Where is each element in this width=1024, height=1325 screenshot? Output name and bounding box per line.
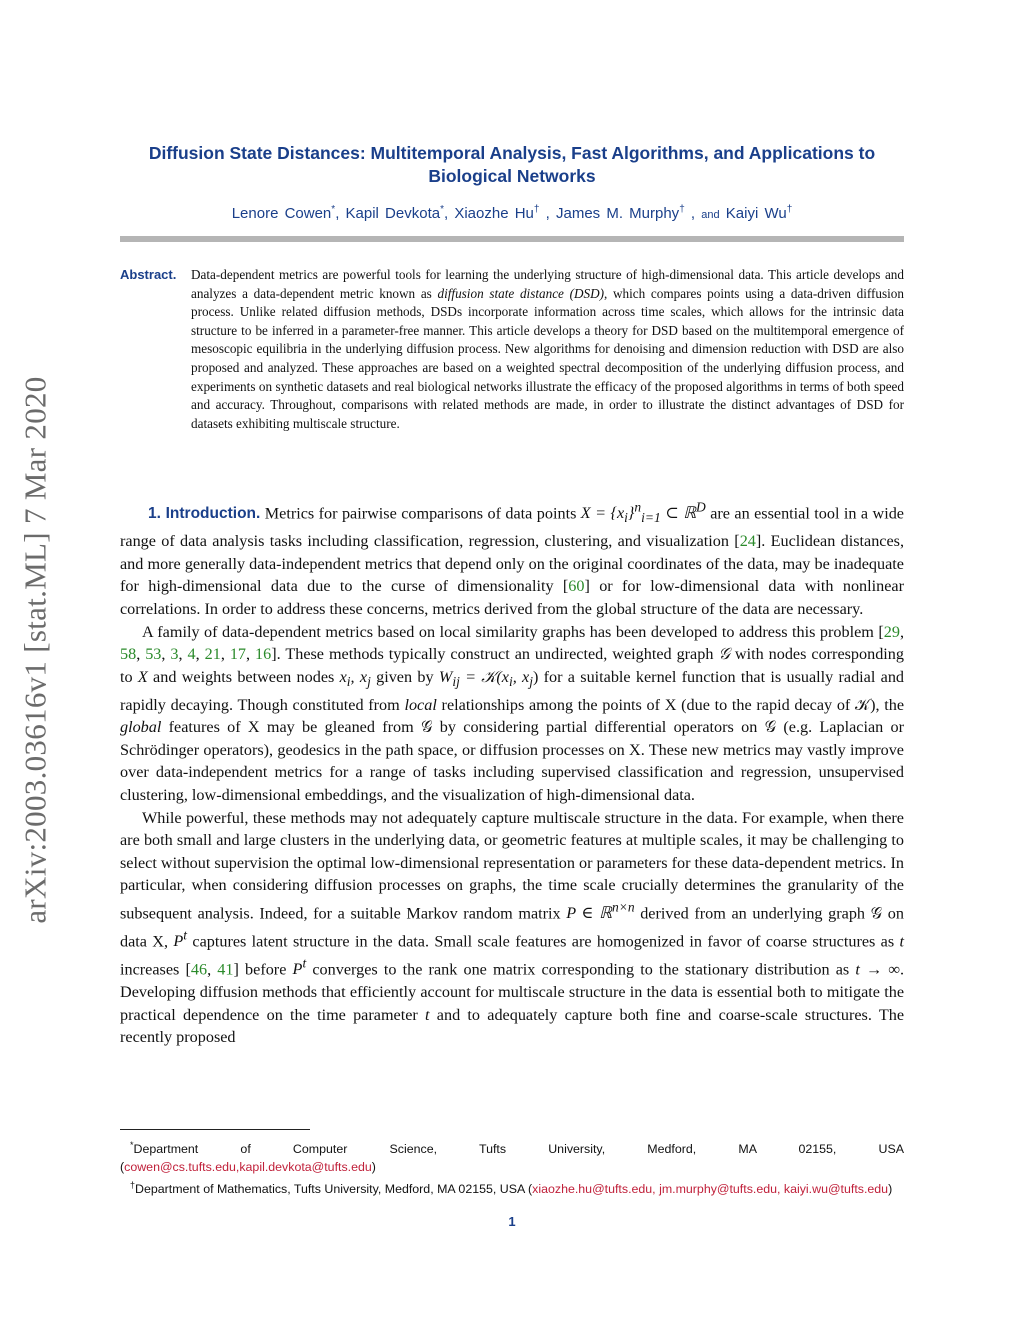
- citation-link[interactable]: 3: [170, 645, 179, 664]
- footnote-text: (: [120, 1160, 125, 1175]
- text: captures latent structure in the data. Small scale features are homogenized in favor of coarse structures as: [187, 932, 900, 951]
- citation-link[interactable]: 46: [190, 960, 208, 979]
- text: Metrics for pairwise comparisons of data points: [264, 504, 581, 523]
- author-mark: *: [440, 204, 444, 215]
- author-name: Kaiyi Wu: [725, 205, 787, 222]
- footnote: [120, 1176, 904, 1198]
- footnote-text: ): [888, 1182, 893, 1197]
- citation-link[interactable]: 29: [883, 622, 900, 641]
- author-mark: †: [786, 204, 793, 215]
- email-link[interactable]: cowen@cs.tufts.edu,kapil.devkota@tufts.edu: [124, 1160, 372, 1175]
- text: ]. These methods typically construct an undirected, weighted graph: [271, 645, 719, 664]
- text: relationships among the points of X (due to the rapid decay of 𝒦), the: [436, 695, 905, 714]
- author-mark: *: [331, 204, 336, 215]
- email-link[interactable]: xiaozhe.hu@tufts.edu, jm.murphy@tufts.edu, kaiyi.wu@tufts.edu: [532, 1182, 889, 1197]
- page-number: 1: [508, 1214, 516, 1229]
- text: are an essential tool in a wide range of data analysis tasks including classification, regression, clustering, and visualization [: [120, 504, 904, 551]
- abstract-body: [191, 266, 904, 433]
- author-and: and: [701, 209, 720, 221]
- footnotes: [120, 1136, 904, 1198]
- abstract-text: , which compares points using a data-driven diffusion process. Unlike related diffusion methods, DSDs incorporate information across time scales, which allows for the intrinsic data structure to be inferred in a parameter-free manner. This article develops a theory for DSD based on the multitemporal emergence of mesoscopic equilibria in the underlying diffusion process. New algorithms for denoising and dimension reduction with DSD are also proposed and analyzed. These approaches are based on a weighted spectral decomposition of the underlying diffusion process, and experiments on synthetic datasets and real biological networks illustrate the efficacy of the proposed algorithms in terms of both speed and accuracy. Throughout, comparisons with related methods are made, in order to illustrate the distinct advantages of DSD for datasets exhibiting multiscale structure.: [191, 285, 904, 431]
- citation-link[interactable]: 21: [204, 645, 221, 664]
- math: t: [899, 932, 904, 951]
- abstract-text: Data-dependent metrics are powerful tools for learning the underlying structure of high-dimensional data. This article develops and analyzes a data-dependent metric known as: [191, 267, 904, 301]
- math: i=1: [641, 510, 661, 526]
- text: ] before: [233, 960, 293, 979]
- text: with nodes corresponding to: [120, 645, 904, 686]
- math: ⊂ ℝ: [660, 504, 697, 523]
- text: ] or for low-dimensional data with nonlinear correlations. In order to address these concerns, metrics derived from the global structure of the data are necessary.: [120, 577, 904, 618]
- abstract-emphasis: diffusion state distance (DSD): [437, 285, 605, 301]
- citation-link[interactable]: 58: [120, 645, 137, 664]
- text: . Developing diffusion methods that efficiently account for multiscale structure in the data is essential both to mitigate the practical dependence on the time parameter: [120, 960, 904, 1024]
- footnote-text: ): [371, 1160, 376, 1175]
- text: given by: [370, 667, 439, 686]
- author-name: Lenore Cowen: [231, 205, 332, 222]
- paragraph: While powerful, these methods may not adequately capture multiscale structure in the data. For example, when there are both small and large clusters in the underlying data, or geometric features at multiple scales, it may be challenging to select without supervision the optimal low-dimensional representation or parameters for these data-dependent metrics. In particular, when considering diffusion processes on graphs, the time scale crucially determines the granularity of the subsequent analysis. Indeed, for a suitable Markov random matrix P ∈ ℝ$^{n\times n}$ derived from an underlying graph 𝒢 on data X, $P^t$ captures latent structure in the data. Small scale features are homogenized in favor of coarse structures as t increases [46, 41] before $P^t$ converges to the rank one matrix corresponding to the stationary distribution as t → ∞. Developing diffusion methods that efficiently account for multiscale structure in the data is essential both to mitigate the practical dependence on the time parameter t and to adequately capture both fine and coarse-scale structures. The recently proposed: [120, 808, 904, 1047]
- emphasis: local: [404, 695, 437, 714]
- author-mark: †: [533, 204, 540, 215]
- math: x: [339, 667, 347, 686]
- title-rule: [120, 236, 904, 242]
- math: n×n: [611, 899, 635, 915]
- citation-link[interactable]: 24: [739, 532, 756, 551]
- author-name: Kapil Devkota: [345, 205, 441, 222]
- math: n: [634, 500, 642, 515]
- citation-link[interactable]: 16: [255, 645, 272, 664]
- text: features of X may be gleaned from 𝒢 by considering partial differential operators on 𝒢 (e.g. Laplacian or Schrödinger operators), geodesics in the path space, or diffusion processes on X. These new metrics may vastly improve over data-independent metrics for a range of tasks including supervised classification and regression, unsupervised clustering, low-dimensional embeddings, and the visualization of high-dimensional data.: [120, 718, 904, 804]
- arxiv-stamp: [6, 350, 66, 950]
- footnote-mark: †: [130, 1180, 136, 1191]
- introduction-section: [120, 497, 904, 1049]
- author-list: Lenore Cowen*, Kapil Devkota*, Xiaozhe Hu† , James M. Murphy† , and Kaiyi Wu†: [231, 204, 793, 222]
- math: i: [624, 510, 628, 526]
- citation-link[interactable]: 17: [229, 645, 247, 664]
- math: }: [627, 504, 635, 523]
- math: W: [438, 667, 453, 686]
- paragraph: A family of data-dependent metrics based on local similarity graphs has been developed to address this problem [29, 58, 53, 3, 4, 21, 17, 16]. These methods typically construct an undirected, weighted graph 𝒢 with nodes corresponding to X and weights between nodes $x_i$, $x_j$ given by $W_{ij}$ = $𝒦(x_i$, $x_j$) for a suitable kernel function that is usually radial and rapidly decaying. Though constituted from local relationships among the points of X (due to the rapid decay of 𝒦), the global features of X may be gleaned from 𝒢 by considering partial differential operators on 𝒢 (e.g. Laplacian or Schrödinger operators), geodesics in the path space, or diffusion processes on X. These new metrics may vastly improve over data-independent metrics for a range of tasks including supervised classification and regression, unsupervised clustering, low-dimensional embeddings, and the visualization of high-dimensional data.: [120, 622, 905, 804]
- footnote: [120, 1136, 904, 1158]
- arxiv-stamp-text: arXiv:2003.03616v1 [stat.ML] 7 Mar 2020: [18, 376, 53, 924]
- footnote-continued: [120, 1158, 904, 1176]
- citation-link[interactable]: 4: [187, 645, 196, 664]
- citation-group: 29, 58, 53, 3, 4, 21, 17, 16: [120, 622, 904, 664]
- footnote-text: Department of Mathematics, Tufts University, Medford, MA 02155, USA (: [135, 1182, 533, 1197]
- text: and to adequately capture both fine and coarse-scale structures. The recently proposed: [120, 1005, 904, 1047]
- text: increases [: [120, 960, 191, 979]
- text: While powerful, these methods may not adequately capture multiscale structure in the data. For example, when there are both small and large clusters in the underlying data, or geometric features at multiple scales, it may be challenging to select without supervision the optimal low-dimensional representation or parameters for these data-dependent metrics. In particular, when considering diffusion processes on graphs, the time scale crucially determines the granularity of the subsequent analysis. Indeed, for a suitable Markov random matrix: [120, 808, 904, 923]
- math: P ∈ ℝ: [566, 904, 612, 923]
- text: converges to the rank one matrix corresponding to the stationary distribution as: [306, 960, 856, 979]
- text: and weights between nodes: [147, 667, 340, 686]
- footnote-mark: *: [130, 1140, 134, 1150]
- math: D: [696, 500, 706, 515]
- footnote-rule: [120, 1129, 310, 1130]
- math: 𝒢: [718, 645, 730, 664]
- math: X: [137, 667, 148, 686]
- math: P: [173, 932, 184, 951]
- math: = 𝒦(x: [459, 667, 509, 686]
- abstract: [120, 266, 904, 433]
- text: ) for a suitable kernel function that is usually radial and rapidly decaying. Though constituted from: [120, 667, 905, 714]
- text: A family of data-dependent metrics based on local similarity graphs has been developed to address this problem [: [142, 622, 884, 641]
- citation-link[interactable]: 60: [568, 577, 585, 596]
- text: ]. Euclidean distances, and more generally data-independent metrics that depend only on the original coordinates of the data, may be inadequate for high-dimensional data due to the curse of dimensionality [: [120, 532, 905, 596]
- math: ij: [452, 674, 460, 690]
- author-name: James M. Murphy: [555, 205, 680, 222]
- emphasis: global: [120, 718, 162, 737]
- paragraph: [120, 497, 904, 621]
- text: derived from an underlying graph 𝒢 on data X,: [120, 904, 904, 951]
- footnote-text: Department of Computer Science, Tufts University, Medford, MA 02155, USA: [133, 1142, 904, 1157]
- math: t: [183, 927, 188, 943]
- citation-link[interactable]: 53: [145, 645, 162, 664]
- section-heading: 1. Introduction.: [148, 505, 261, 523]
- author-mark: †: [679, 204, 685, 215]
- abstract-label: Abstract.: [120, 267, 177, 282]
- citation-link[interactable]: 41: [217, 960, 234, 979]
- math: X = {x: [580, 504, 625, 523]
- paper-title: Diffusion State Distances: Multitemporal Analysis, Fast Algorithms, and Applications to Biological Networks: [148, 143, 876, 186]
- author-name: Xiaozhe Hu: [454, 205, 534, 222]
- math: t → ∞: [855, 960, 900, 979]
